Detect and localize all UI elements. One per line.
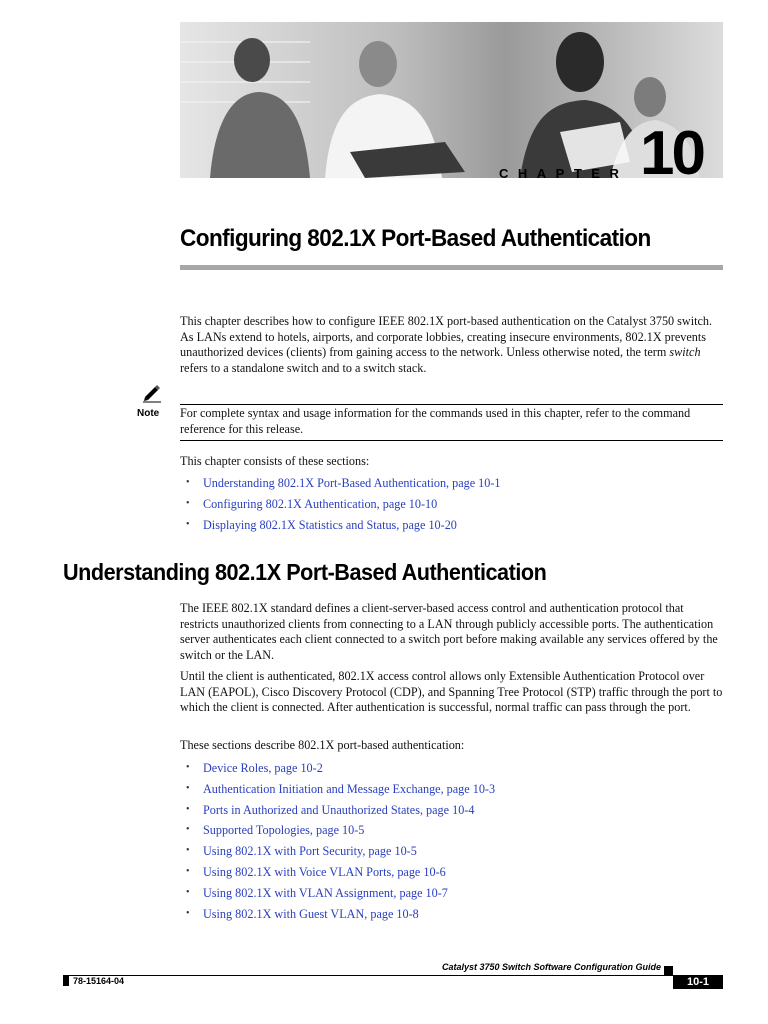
topic-link-port-security[interactable]: Using 802.1X with Port Security, page 10-5 bbox=[203, 844, 417, 859]
chapter-label: CHAPTER bbox=[499, 166, 629, 181]
footer-left-marker bbox=[63, 975, 69, 986]
topic-link-auth-initiation[interactable]: Authentication Initiation and Message Exchange, page 10-3 bbox=[203, 781, 496, 796]
list-item: • Authentication Initiation and Message Exchange, page 10-3 bbox=[186, 781, 496, 796]
pencil-icon bbox=[142, 383, 162, 403]
footer-rule bbox=[63, 975, 723, 976]
title-rule bbox=[180, 265, 723, 270]
footer-marker bbox=[664, 966, 673, 975]
section-link-displaying[interactable]: Displaying 802.1X Statistics and Status, page 10-20 bbox=[203, 517, 457, 532]
list-item: • Using 802.1X with Guest VLAN, page 10-8 bbox=[186, 906, 419, 921]
list-item: • Using 802.1X with Port Security, page 10-5 bbox=[186, 844, 417, 859]
body-paragraph-3: These sections describe 802.1X port-based authentication: bbox=[180, 738, 465, 752]
section-links-list bbox=[180, 473, 723, 535]
topic-link-device-roles[interactable]: Device Roles, page 10-2 bbox=[203, 761, 323, 775]
list-item: • Using 802.1X with Voice VLAN Ports, page 10-6 bbox=[186, 864, 446, 879]
topic-link-port-states[interactable]: Ports in Authorized and Unauthorized States, page 10-4 bbox=[203, 802, 475, 817]
topic-link-topologies[interactable]: Supported Topologies, page 10-5 bbox=[203, 823, 365, 838]
section-heading: Understanding 802.1X Port-Based Authentication bbox=[63, 559, 547, 585]
intro-italic-term: switch bbox=[669, 345, 701, 360]
list-item: • Using 802.1X with VLAN Assignment, page 10-7 bbox=[186, 885, 448, 900]
body-paragraph-1: The IEEE 802.1X standard defines a client-server-based access control and authentication protocol that restricts unauthorized clients from connecting to a LAN through publicly accessible ports. The authentication server authenticates each client connected to a switch port before making available any services offered by the switch or the LAN. bbox=[180, 601, 718, 662]
section-link-configuring[interactable]: Configuring 802.1X Authentication, page 10-10 bbox=[203, 496, 438, 511]
chapter-title: Configuring 802.1X Port-Based Authentication bbox=[180, 225, 651, 252]
section-link-understanding[interactable]: Understanding 802.1X Port-Based Authentication, page 10-1 bbox=[203, 476, 501, 490]
footer-page-number: 10-1 bbox=[673, 975, 723, 989]
note-top-rule bbox=[180, 404, 723, 405]
intro-text-1: This chapter describes how to configure IEEE 802.1X port-based authentication on the Catalyst 3750 switch. As LANs extend to hotels, airports, and corporate lobbies, creating insecure environments, 802.1X prevents unauthorized devices (clients) from gaining access to the network. Unless otherwise noted, the term bbox=[180, 314, 713, 360]
note-text: For complete syntax and usage information for the commands used in this chapter, refer to the command reference for this release. bbox=[180, 406, 691, 436]
note-bottom-rule bbox=[180, 440, 723, 441]
topic-link-voice-vlan[interactable]: Using 802.1X with Voice VLAN Ports, page 10-6 bbox=[203, 864, 446, 879]
list-item: • Device Roles, page 10-2 bbox=[186, 761, 323, 775]
footer-doc-id: 78-15164-04 bbox=[73, 976, 125, 986]
list-item: • Understanding 802.1X Port-Based Authentication, page 10-1 bbox=[186, 476, 501, 490]
intro-text-2: refers to a standalone switch and to a switch stack. bbox=[180, 360, 427, 375]
note-label: Note bbox=[137, 408, 160, 419]
topic-link-guest-vlan[interactable]: Using 802.1X with Guest VLAN, page 10-8 bbox=[203, 906, 419, 921]
list-item: • Configuring 802.1X Authentication, page 10-10 bbox=[186, 496, 438, 511]
topic-link-vlan-assignment[interactable]: Using 802.1X with VLAN Assignment, page 10-7 bbox=[203, 885, 448, 900]
list-item: • Displaying 802.1X Statistics and Status, page 10-20 bbox=[186, 517, 457, 532]
chapter-number: 10 bbox=[640, 119, 703, 188]
footer-guide-title: Catalyst 3750 Switch Software Configuration Guide bbox=[442, 962, 662, 972]
list-item: • Supported Topologies, page 10-5 bbox=[186, 823, 365, 838]
sections-intro: This chapter consists of these sections: bbox=[180, 454, 370, 468]
topic-links-list bbox=[180, 758, 723, 924]
intro-paragraph bbox=[180, 314, 723, 376]
body-paragraph-2: Until the client is authenticated, 802.1X access control allows only Extensible Authentication Protocol over LAN (EAPOL), Cisco Discovery Protocol (CDP), and Spanning Tree Protocol (STP) traffic through the port to which the client is connected. After authentication is successful, normal traffic can pass through the port. bbox=[180, 669, 723, 715]
list-item: • Ports in Authorized and Unauthorized States, page 10-4 bbox=[186, 802, 475, 817]
